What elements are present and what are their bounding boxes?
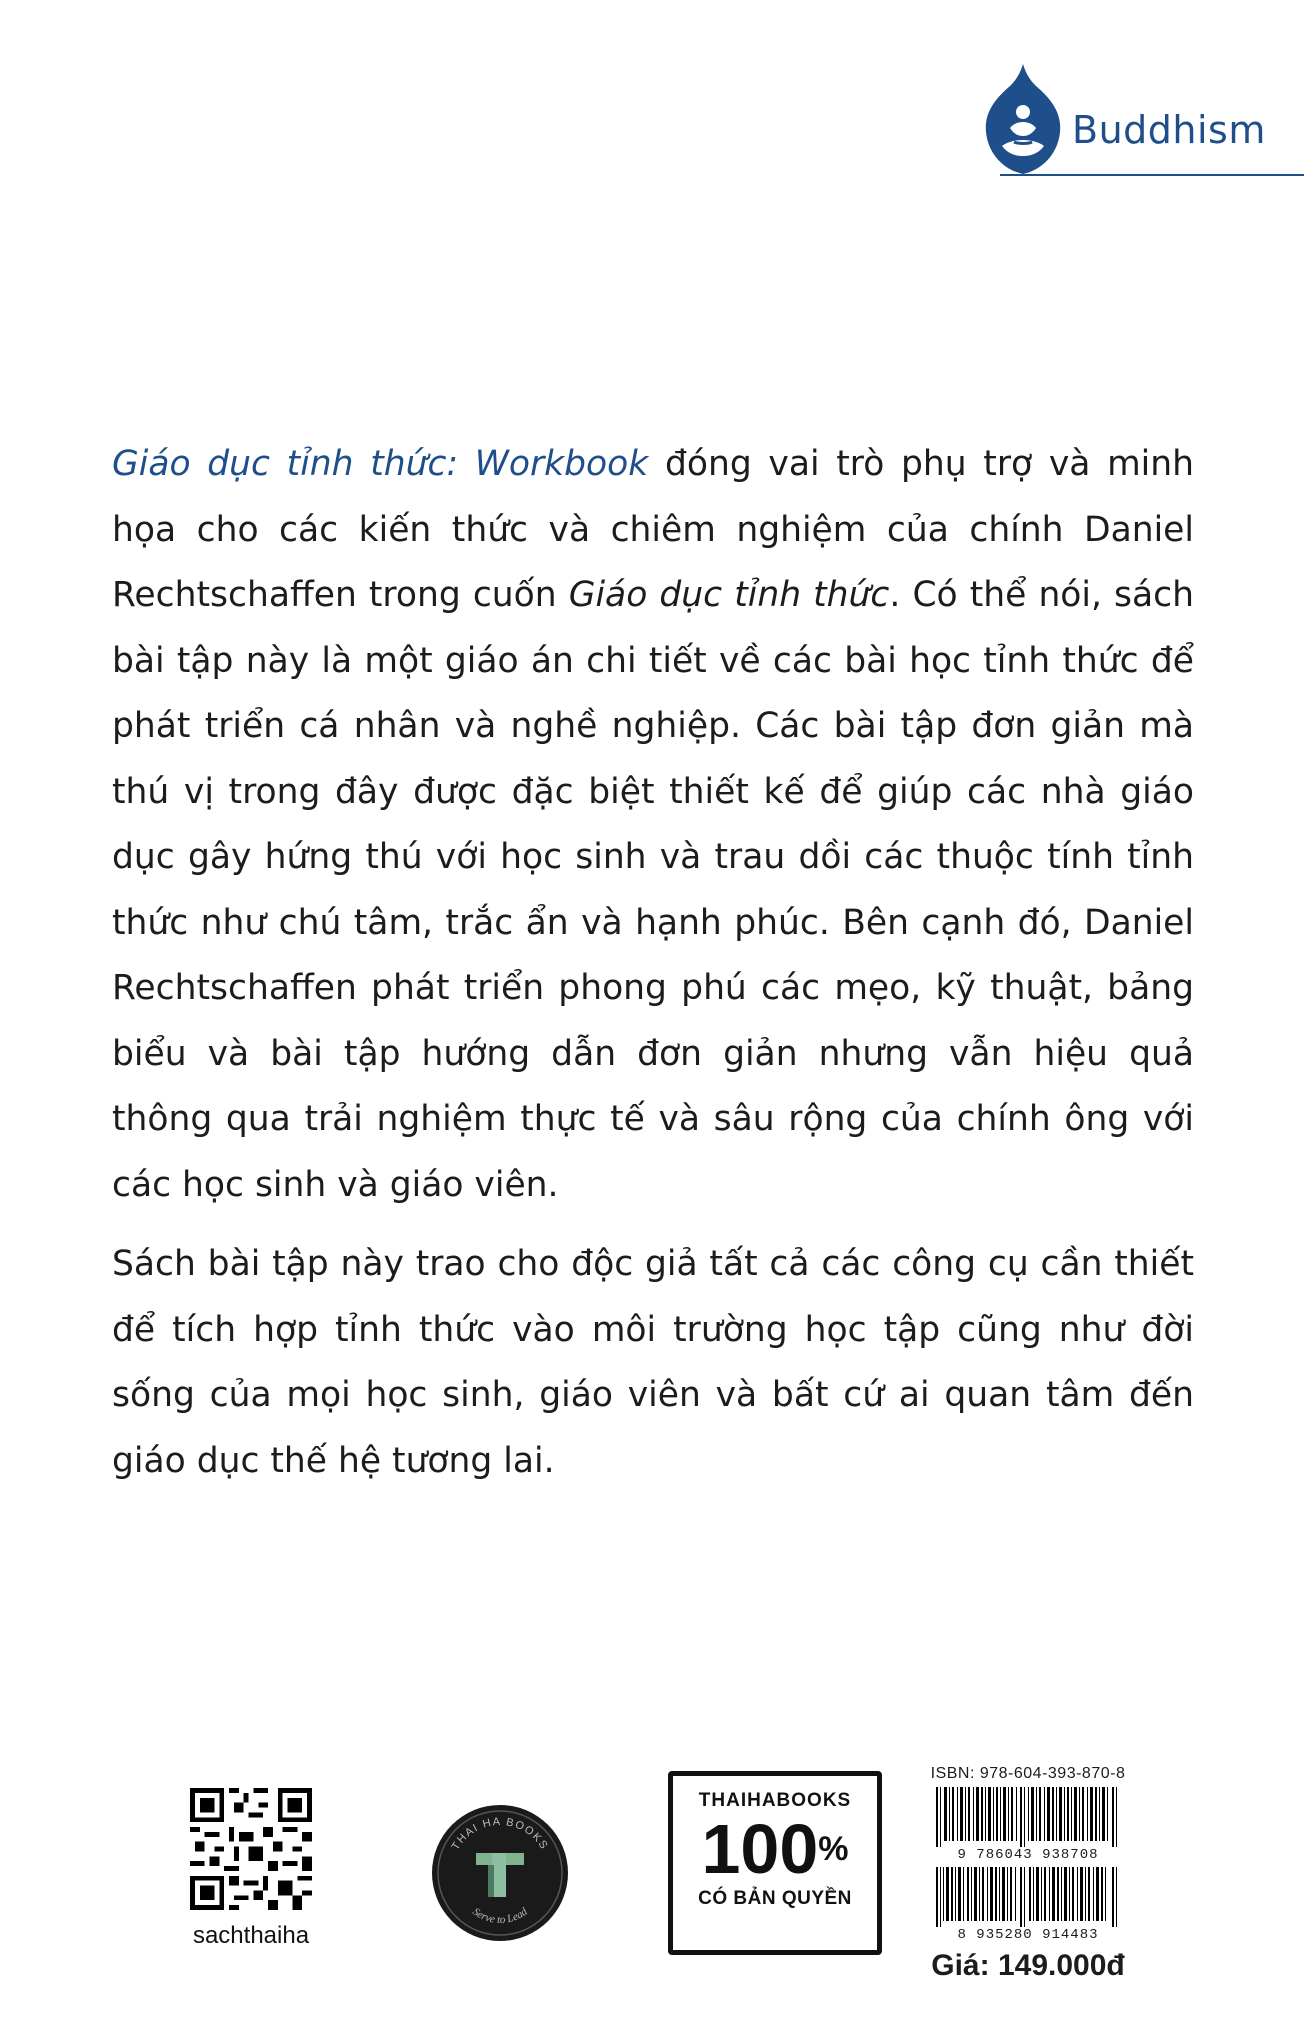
book-description xyxy=(112,432,1194,1494)
seal-top-text: THAI HA BOOKS xyxy=(449,1815,551,1853)
paragraph-text: . Có thể nói, sách bài tập này là một giáo án chi tiết về các bài học tỉnh thức để phát triển cá nhân và nghề nghiệp. Các bài tập đơn giản mà thú vị trong đây được đặc biệt thiết kế để giúp các nhà giáo dục gây hứng thú với học sinh và trau dồi các thuộc tính tỉnh thức như chú tâm, trắc ẩn và hạnh phúc. Bên cạnh đó, Daniel Rechtschaffen phát triển phong phú các mẹo, kỹ thuật, bảng biểu và bài tập hướng dẫn đơn giản nhưng vẫn hiệu quả thông qua trải nghiệm thực tế và sâu rộng của chính ông với các học sinh và giáo viên. xyxy=(112,575,1195,1205)
qr-caption: sachthaiha xyxy=(192,1922,310,1949)
referenced-book-title: Giáo dục tỉnh thức xyxy=(568,575,890,615)
publisher-seal-logo xyxy=(430,1803,570,1943)
header-rule xyxy=(1000,174,1304,176)
stamp-percent: % xyxy=(818,1830,849,1868)
description-paragraph-2: Sách bài tập này trao cho độc giả tất cả các công cụ cần thiết để tích hợp tỉnh thức vào môi trường học tập cũng như đời sống của mọi học sinh, giáo viên và bất cứ ai quan tâm đến giáo dục thế hệ tương lai. xyxy=(112,1244,1194,1481)
isbn-barcode-block xyxy=(918,1765,1138,1983)
copyright-stamp xyxy=(668,1771,882,1955)
price-label: Giá: 149.000đ xyxy=(931,1949,1125,1982)
isbn-label: ISBN: 978-604-393-870-8 xyxy=(930,1765,1126,1782)
series-name: Buddhism xyxy=(1072,108,1266,152)
seal-bottom-text: Serve to Lead xyxy=(470,1905,530,1927)
series-logo xyxy=(980,60,1266,180)
isbn-barcode-icon xyxy=(928,1787,1128,1847)
stamp-number xyxy=(673,1810,877,1888)
description-paragraph-1 xyxy=(112,432,1194,1218)
qr-code-icon xyxy=(190,1788,312,1910)
paragraph-text: đóng vai trò phụ trợ và minh họa cho các kiến thức và chiêm nghiệm của chính Daniel Rechtschaffen trong cuốn xyxy=(112,444,1194,615)
stamp-brand: THAIHABOOKS xyxy=(698,1790,852,1811)
barcode-number-2: 8 935280 914483 xyxy=(957,1927,1099,1943)
qr-code-block xyxy=(186,1788,316,1950)
book-title-italic: Giáo dục tỉnh thức: Workbook xyxy=(112,444,649,484)
price-barcode-icon xyxy=(928,1867,1128,1927)
stamp-footer: CÓ BẢN QUYỀN xyxy=(698,1888,852,1909)
barcode-number-1: 9 786043 938708 xyxy=(957,1847,1099,1863)
stamp-number-value: 100 xyxy=(701,1810,819,1888)
bodhi-leaf-icon xyxy=(980,60,1066,180)
